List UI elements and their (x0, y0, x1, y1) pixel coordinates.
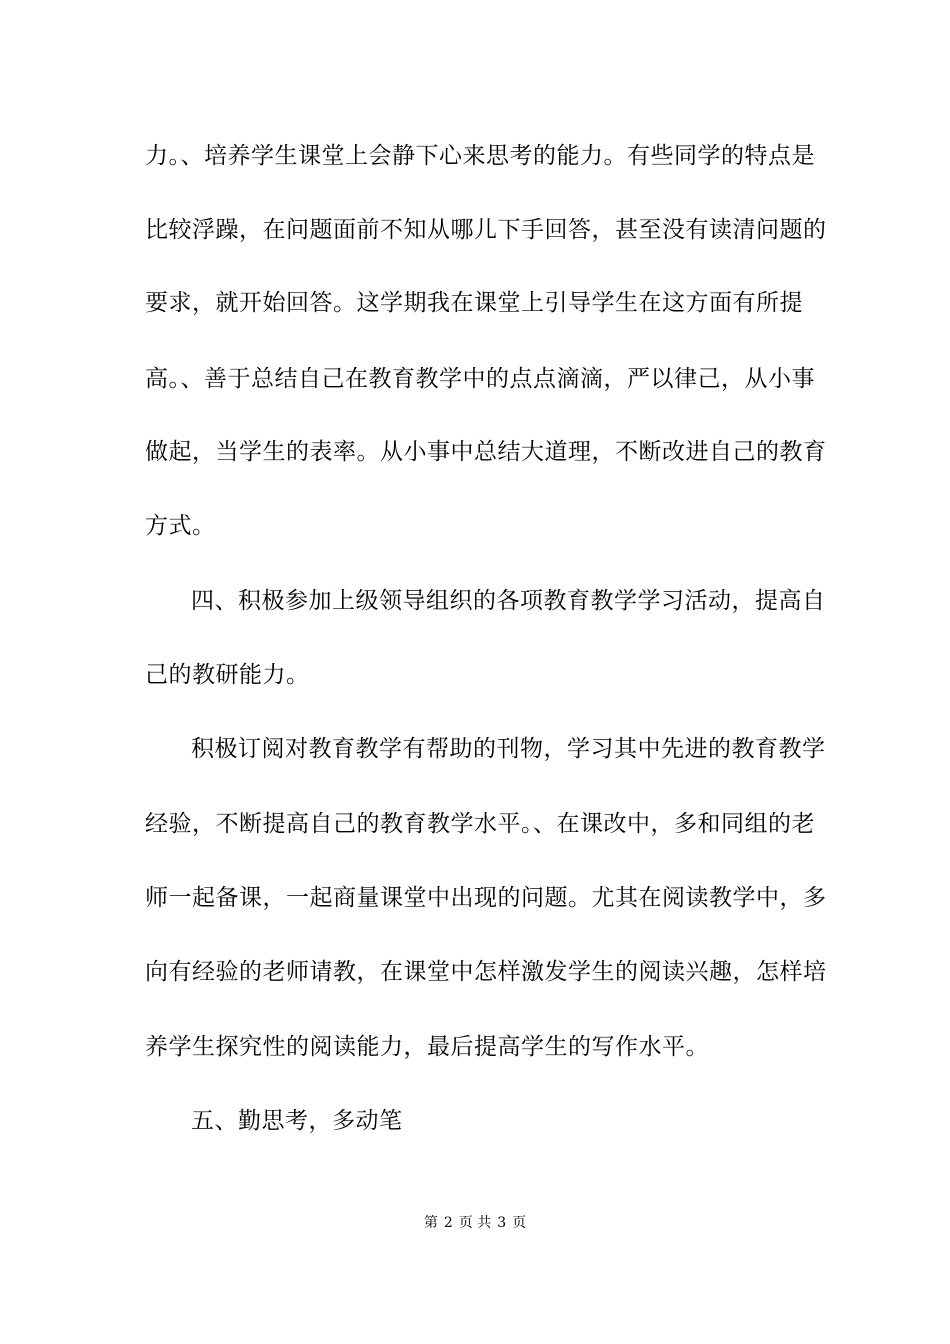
total-pages-number: 3 (497, 1215, 507, 1231)
page-footer (0, 1213, 950, 1233)
text-line: 做起，当学生的表率。从小事中总结大道理，不断改进自己的教育 (145, 439, 827, 465)
text-line: 经验，不断提高自己的教育教学水平。、在课改中，多和同组的老 (145, 811, 815, 837)
text-line: 力。、培养学生课堂上会静下心来思考的能力。有些同学的特点是 (145, 143, 815, 169)
text-line: 要求，就开始回答。这学期我在课堂上引导学生在这方面有所提 (145, 290, 803, 316)
footer-mid: 页 共 (458, 1215, 492, 1231)
current-page-number: 2 (443, 1215, 453, 1231)
text-line: 向有经验的老师请教，在课堂中怎样激发学生的阅读兴趣，怎样培 (145, 959, 827, 985)
paragraph-start: 积极订阅对教育教学有帮助的刊物，学习其中先进的教育教学 (191, 736, 826, 762)
text-line: 比较浮躁，在问题面前不知从哪儿下手回答，甚至没有读清问题的 (145, 217, 827, 243)
section-heading: 五、勤思考，多动笔 (191, 1108, 403, 1134)
text-line: 养学生探究性的阅读能力，最后提高学生的写作水平。 (145, 1034, 709, 1060)
text-line: 己的教研能力。 (145, 662, 310, 688)
section-heading: 四、积极参加上级领导组织的各项教育教学学习活动，提高自 (191, 588, 826, 614)
footer-prefix: 第 (423, 1215, 438, 1231)
text-line: 师一起备课，一起商量课堂中出现的问题。尤其在阅读教学中，多 (145, 885, 827, 911)
text-line: 方式。 (145, 513, 216, 539)
text-line: 高。、善于总结自己在教育教学中的点点滴滴，严以律己，从小事 (145, 366, 815, 392)
footer-suffix: 页 (512, 1215, 527, 1231)
